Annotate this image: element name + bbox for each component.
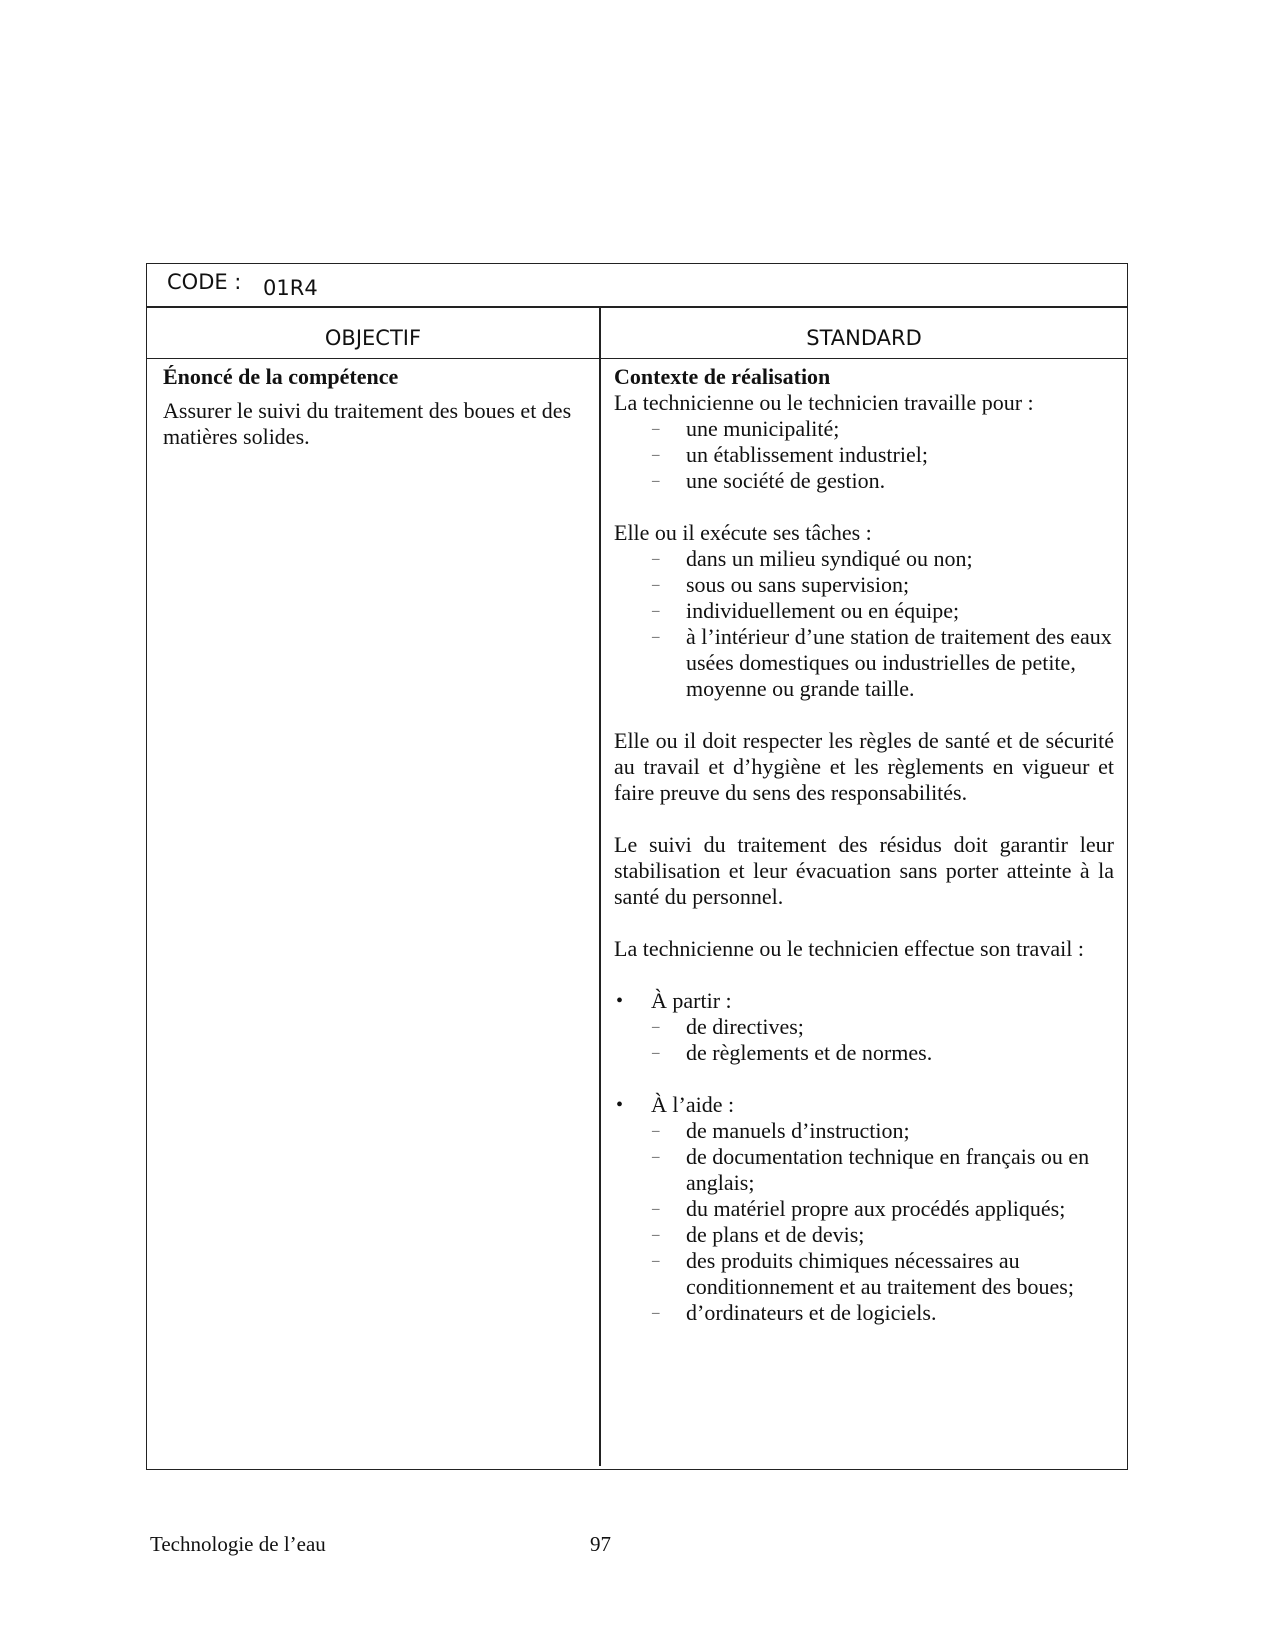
context-heading: Contexte de réalisation: [614, 364, 831, 389]
list-item: – de plans et de devis;: [652, 1222, 865, 1247]
code-value: 01R4: [263, 276, 318, 300]
list-item: – du matériel propre aux procédés appliqués;: [652, 1196, 1066, 1221]
column-headers: [147, 306, 1127, 359]
list-item: – une municipalité;: [652, 416, 840, 441]
with-list: [614, 1118, 1114, 1326]
bullet-icon: •: [616, 1094, 624, 1116]
bullet-icon: •: [616, 990, 624, 1012]
list-item: – de manuels d’instruction;: [652, 1118, 910, 1143]
tasks-list: [614, 546, 1114, 702]
works-for-list: [614, 416, 1114, 494]
list-item: – sous ou sans supervision;: [652, 572, 910, 597]
column-divider: [599, 306, 601, 1466]
bullet-with: • À l’aide :: [616, 1092, 735, 1117]
list-item: – un établissement industriel;: [652, 442, 928, 467]
objective-column: [163, 364, 583, 450]
standard-header: STANDARD: [806, 326, 922, 350]
objective-header: OBJECTIF: [324, 326, 422, 350]
page-number: 97: [590, 1532, 611, 1556]
residue-treatment-paragraph: Le suivi du traitement des résidus doit garantir leur stabilisation et leur évacuation sans porter atteinte à la santé du personnel.: [614, 832, 1114, 909]
intro-work-performed: La technicienne ou le technicien effectue son travail :: [614, 936, 1084, 961]
competency-heading: Énoncé de la compétence: [163, 364, 399, 389]
from-list: [614, 1014, 1114, 1066]
competency-statement: Assurer le suivi du traitement des boues et des matières solides.: [163, 398, 572, 449]
footer-title: Technologie de l’eau: [150, 1532, 326, 1556]
competency-table: [146, 263, 1128, 1470]
list-item: – individuellement ou en équipe;: [652, 598, 960, 623]
intro-works-for: La technicienne ou le technicien travaille pour :: [614, 390, 1034, 415]
code-row: [147, 264, 1127, 308]
list-item: – de règlements et de normes.: [652, 1040, 933, 1065]
health-safety-paragraph: Elle ou il doit respecter les règles de santé et de sécurité au travail et d’hygiène et les règlements en vigueur et faire preuve du sens des responsabilités.: [614, 728, 1114, 805]
intro-tasks: Elle ou il exécute ses tâches :: [614, 520, 872, 545]
list-item: – à l’intérieur d’une station de traitement des eaux usées domestiques ou industrielles de petite, moyenne ou grande taille.: [652, 624, 1112, 701]
list-item: – de documentation technique en français ou en anglais;: [652, 1144, 1090, 1195]
list-item: – dans un milieu syndiqué ou non;: [652, 546, 973, 571]
bullet-from: • À partir :: [616, 988, 732, 1013]
list-item: – de directives;: [652, 1014, 804, 1039]
list-item: – des produits chimiques nécessaires au conditionnement et au traitement des boues;: [652, 1248, 1074, 1299]
standard-column: [614, 364, 1114, 1326]
list-item: – une société de gestion.: [652, 468, 886, 493]
code-label: CODE :: [167, 270, 242, 294]
list-item: – d’ordinateurs et de logiciels.: [652, 1300, 937, 1325]
